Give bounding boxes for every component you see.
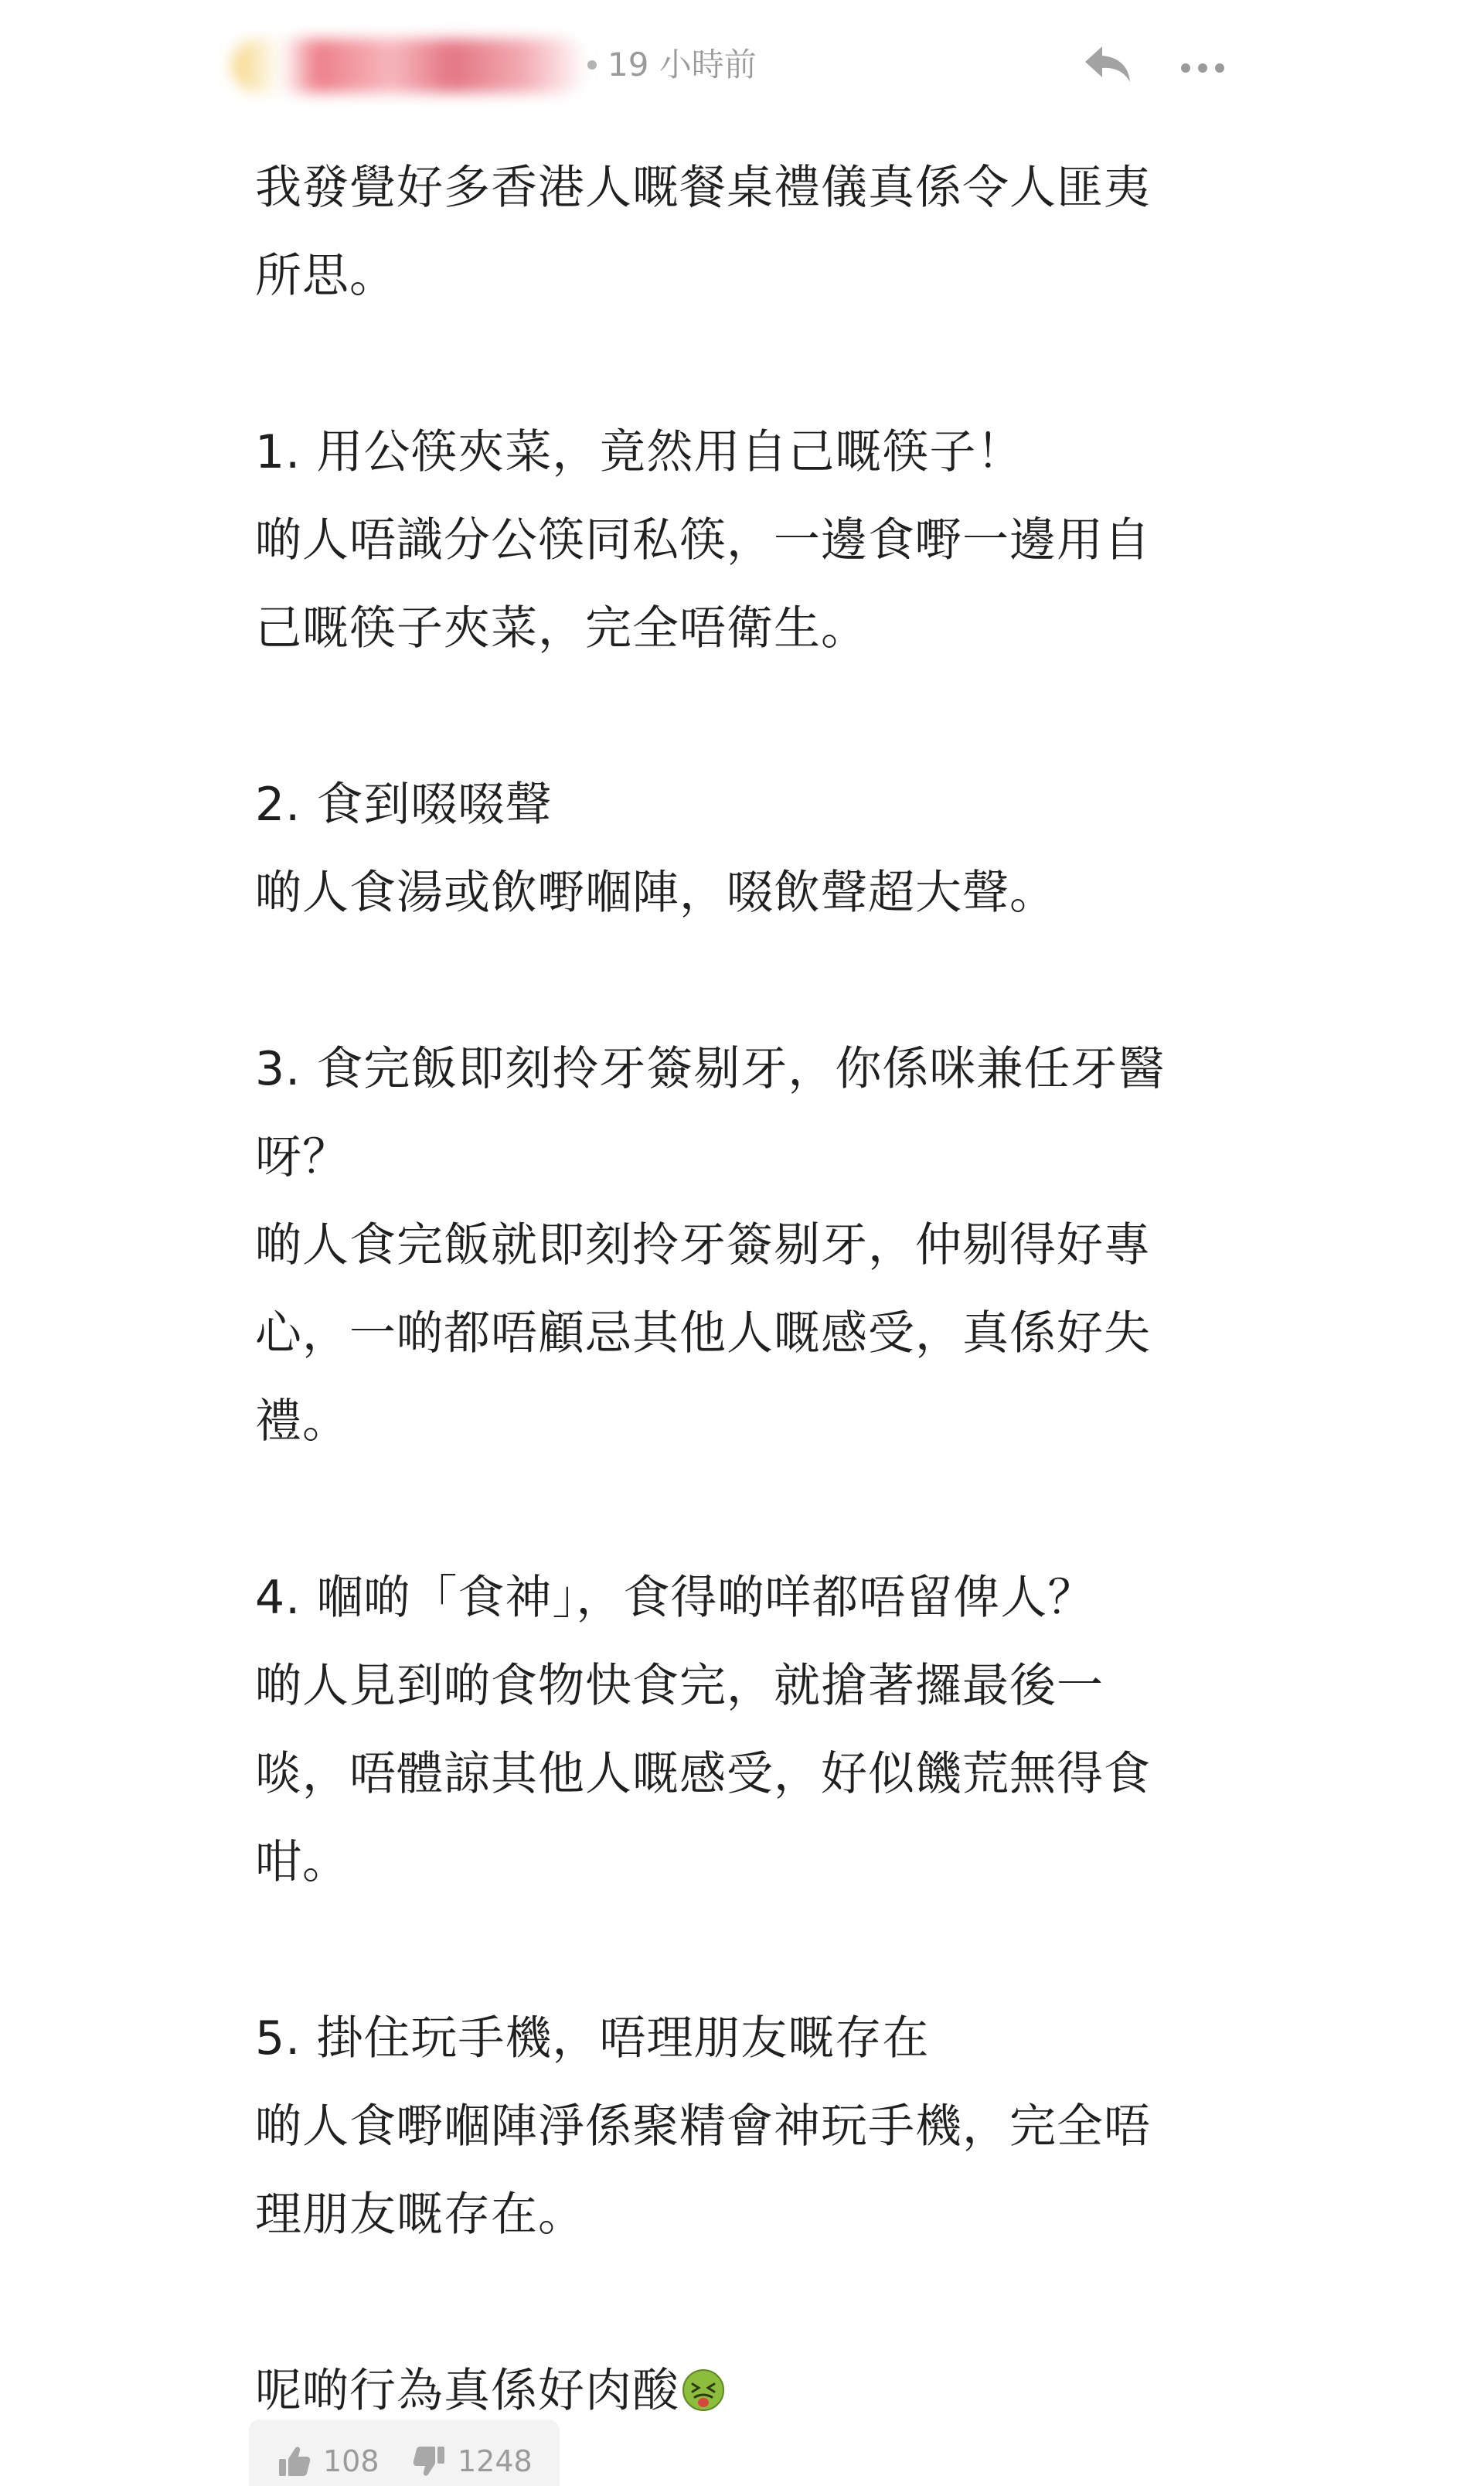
post-text-line: 啲人食完飯就即刻拎牙簽剔牙，仲剔得好專 <box>255 1218 1151 1272</box>
post-time: 19 小時前 <box>608 46 757 83</box>
post-text-line: 咁。 <box>255 1835 349 1889</box>
post-text-line: 心，一啲都唔顧忌其他人嘅感受，真係好失 <box>255 1306 1151 1360</box>
like-count: 108 <box>323 2444 380 2478</box>
paragraph-gap <box>255 937 1221 1025</box>
post-text-line: 3. 食完飯即刻拎牙簽剔牙，你係咪兼任牙醫 <box>255 1042 1166 1096</box>
more-options-button[interactable] <box>1175 39 1230 88</box>
reaction-bar <box>249 2420 560 2486</box>
post-text-line: 啲人食嘢嗰陣淨係聚精會神玩手機，完全唔 <box>255 2099 1151 2154</box>
paragraph-gap <box>255 1466 1221 1554</box>
post-text-line: 呀？ <box>255 1130 349 1184</box>
thumbs-up-icon <box>277 2443 312 2479</box>
post-header <box>232 34 1237 96</box>
more-icon <box>1175 39 1230 88</box>
post-text-line: 5. 掛住玩手機，唔理朋友嘅存在 <box>255 2011 930 2065</box>
post-text-line: 啲人食湯或飲嘢嗰陣，啜飲聲超大聲。 <box>255 866 1057 920</box>
closing-text: 呢啲行為真係好肉酸 <box>255 2364 679 2418</box>
thumbs-down-icon <box>411 2443 447 2479</box>
post-text-line: 我發覺好多香港人嘅餐桌禮儀真係令人匪夷 <box>255 161 1151 215</box>
post-text-line: 理朋友嘅存在。 <box>255 2188 585 2242</box>
post-text-line: 啲人唔識分公筷同私筷，一邊食嘢一邊用自 <box>255 513 1151 567</box>
paragraph-gap <box>255 320 1221 408</box>
like-button[interactable] <box>277 2438 380 2484</box>
nauseated-face-emoji <box>681 2368 726 2413</box>
post-text-line: 己嘅筷子夾菜，完全唔衛生。 <box>255 601 868 656</box>
reply-icon <box>1079 39 1135 88</box>
post-text-line: 啖，唔體諒其他人嘅感受，好似饑荒無得食 <box>255 1747 1151 1801</box>
post-text-line: 2. 食到啜啜聲 <box>255 778 553 832</box>
dislike-count: 1248 <box>458 2444 533 2478</box>
reply-button[interactable] <box>1079 39 1135 88</box>
post-text-line: 啲人見到啲食物快食完，就搶著攞最後一 <box>255 1659 1104 1713</box>
dislike-button[interactable] <box>411 2438 533 2484</box>
post-text-line: 禮。 <box>255 1395 349 1449</box>
blurred-username[interactable] <box>232 39 587 93</box>
paragraph-gap <box>255 2259 1221 2347</box>
separator-dot <box>587 60 597 70</box>
post-text-line: 4. 嗰啲「食神」，食得啲咩都唔留俾人？ <box>255 1571 1095 1625</box>
post-body <box>255 144 1221 2435</box>
paragraph-gap <box>255 673 1221 761</box>
paragraph-gap <box>255 1906 1221 1994</box>
post-text-line: 1. 用公筷夾菜，竟然用自己嘅筷子！ <box>255 425 1024 479</box>
post-text-line: 所思。 <box>255 249 397 303</box>
